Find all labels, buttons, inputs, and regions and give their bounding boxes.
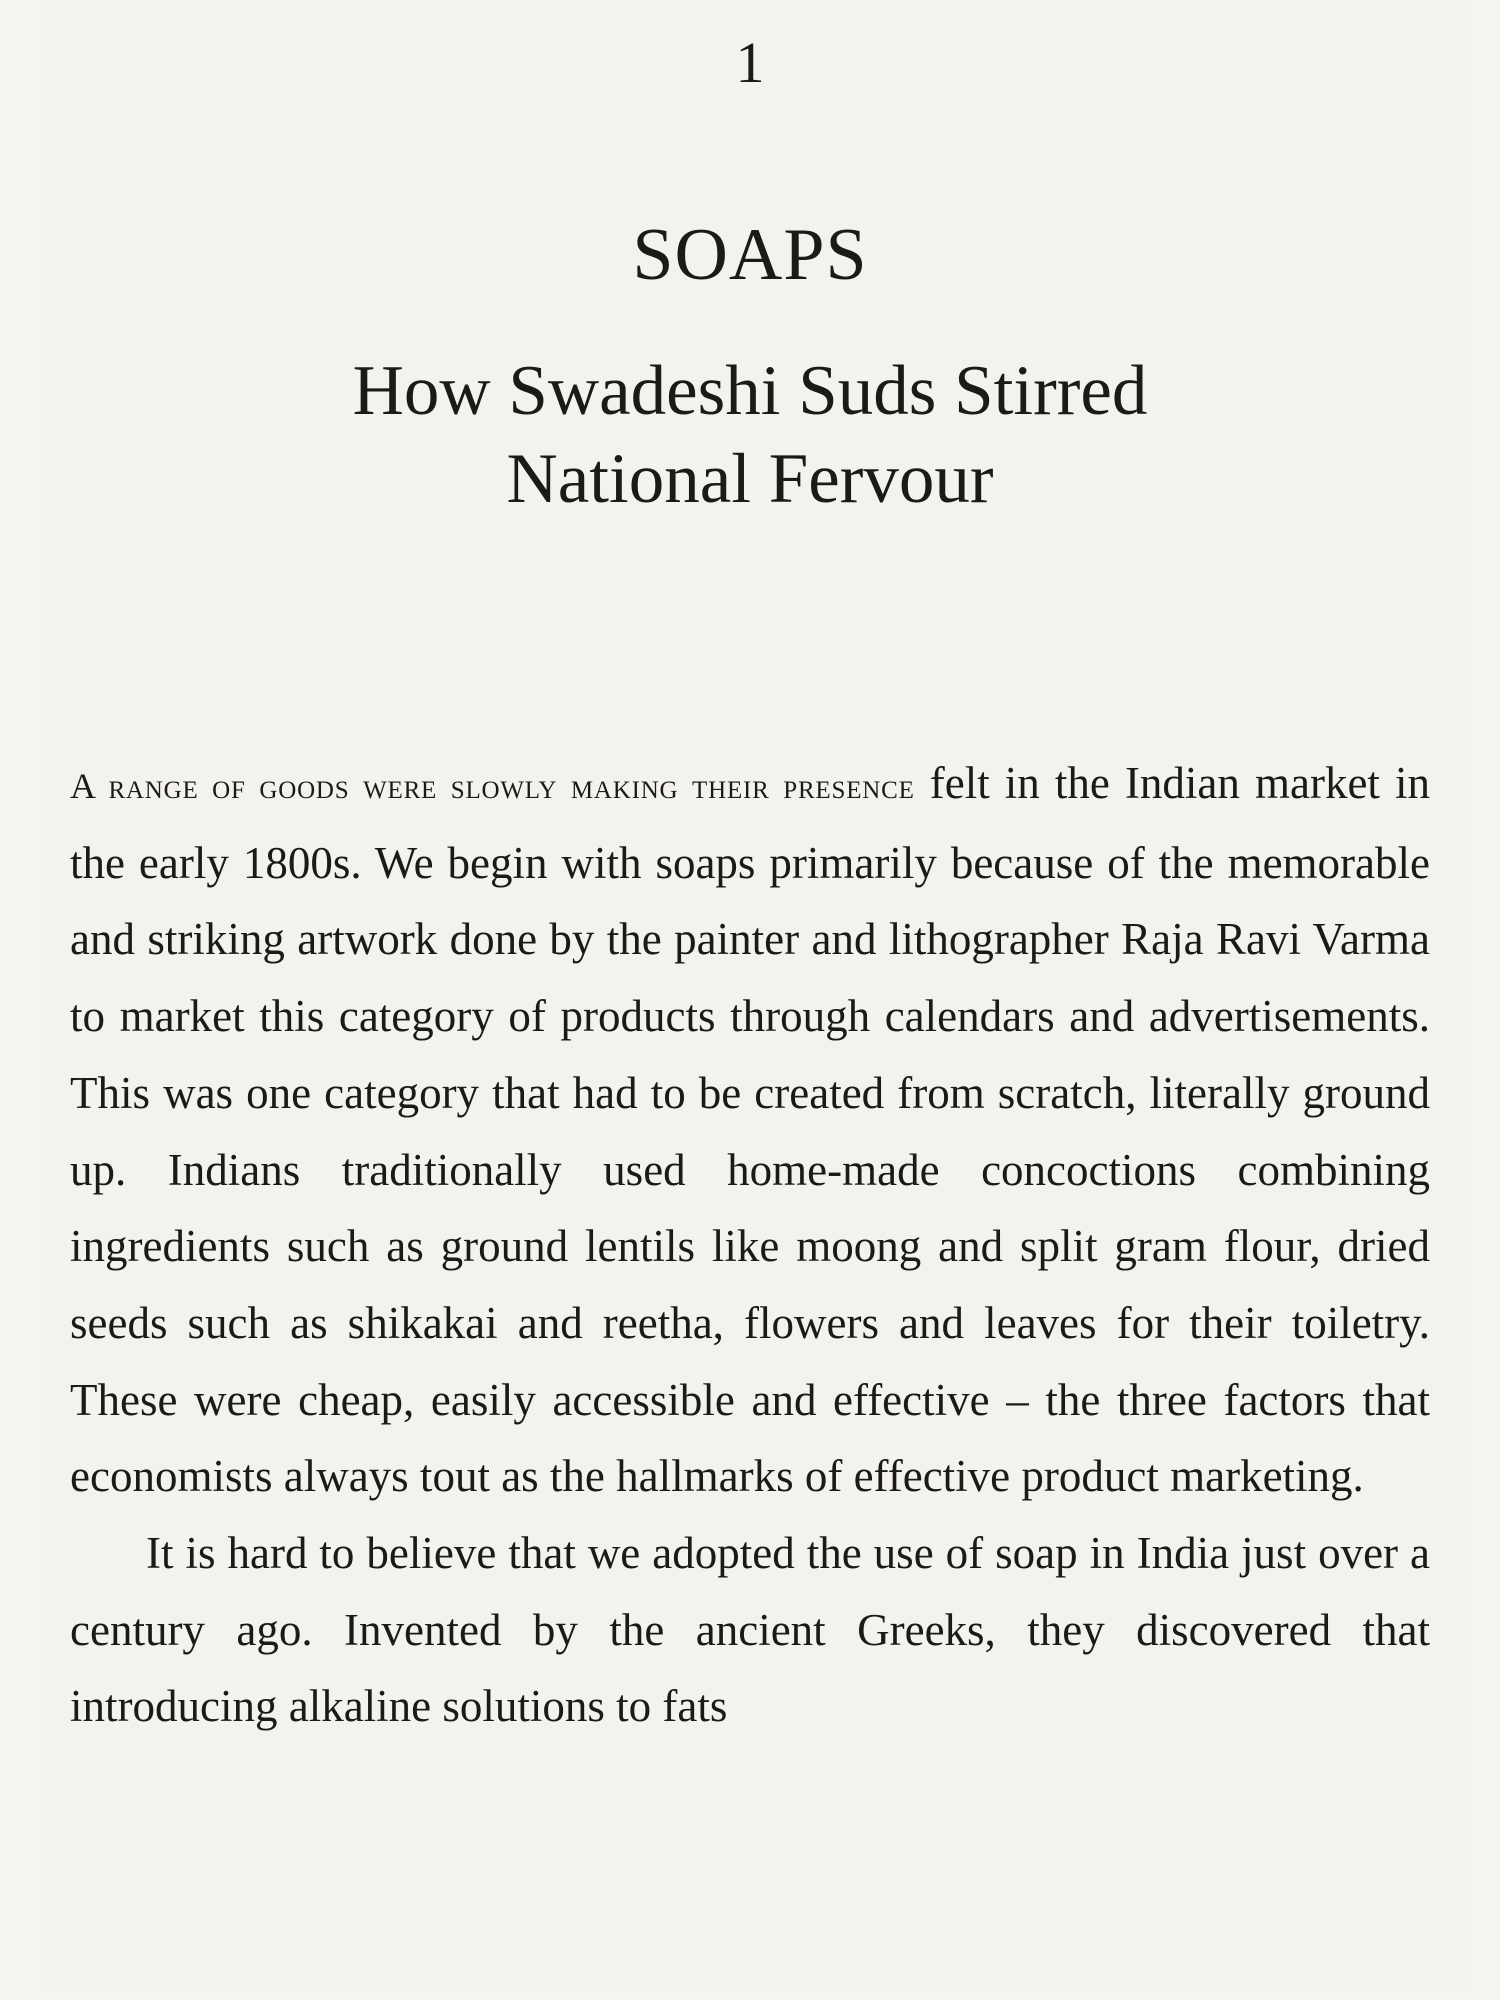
paragraph-lead-in: A range of goods were slowly making their presence	[70, 766, 915, 806]
subtitle-line-2: National Fervour	[506, 440, 994, 518]
subtitle-line-1: How Swadeshi Suds Stirred	[352, 352, 1148, 430]
paragraph-1-text: felt in the Indian market in the early 1800s. We begin with soaps primarily because of the memorable and striking artwork done by the painter and lithographer Raja Ravi Varma to market this category of products through calendars and advertisements. This was one category that had to be created from scratch, literally ground up. Indians traditionally used home-made concoctions combining ingredients such as ground lentils like moong and split gram flour, dried seeds such as shikakai and reetha, flowers and leaves for their toiletry. These were cheap, easily accessible and effective – the three factors that economists always tout as the hallmarks of effective product marketing.	[70, 758, 1430, 1502]
paragraph-2: It is hard to believe that we adopted the use of soap in India just over a century ago. Invented by the ancient Greeks, they discovered that introducing alkaline solutions to fats	[70, 1528, 1430, 1732]
chapter-subtitle	[0, 347, 1500, 523]
chapter-number: 1	[735, 30, 765, 95]
paragraph-1	[70, 745, 1430, 1515]
chapter-title: SOAPS	[632, 214, 868, 296]
body-text	[70, 745, 1430, 1745]
